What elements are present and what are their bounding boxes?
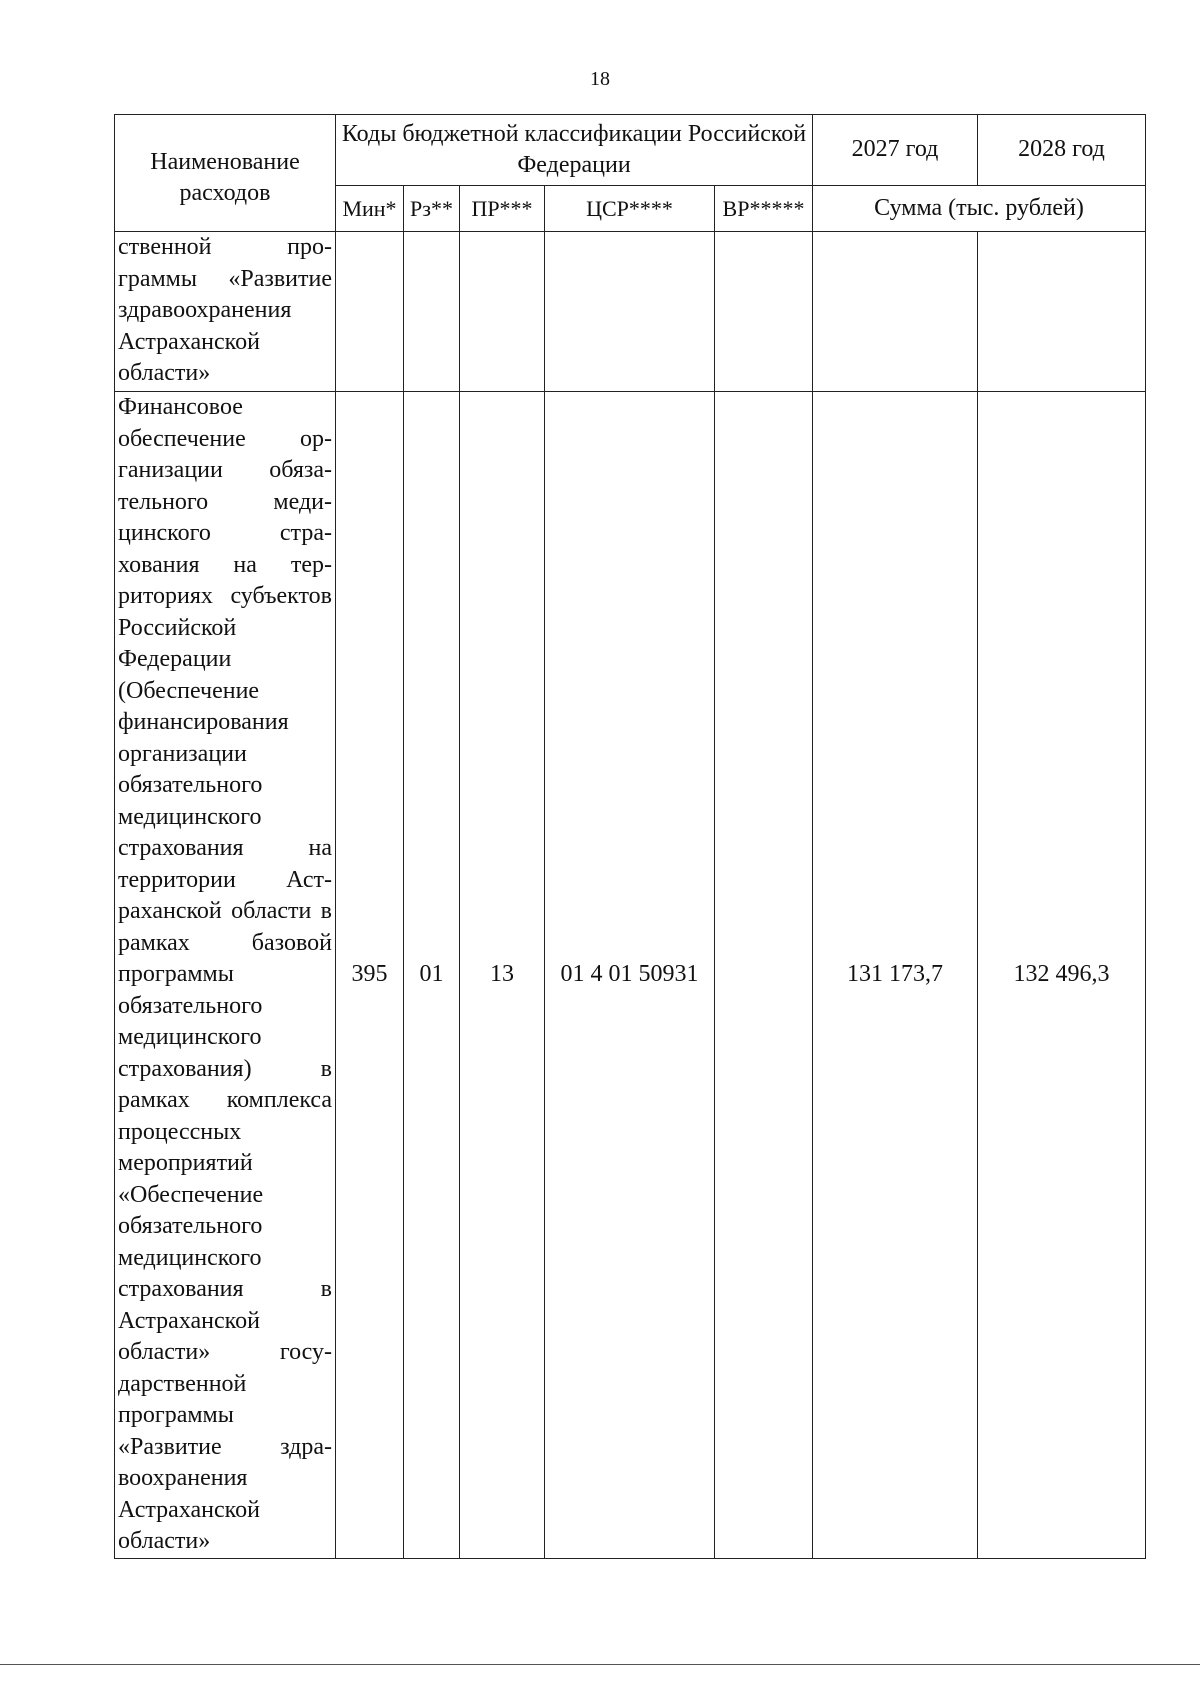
header-csr: ЦСР**** xyxy=(545,186,715,232)
row-rz: 01 xyxy=(404,392,460,1559)
header-pr: ПР*** xyxy=(460,186,545,232)
header-sum: Сумма (тыс. рублей) xyxy=(813,186,1146,232)
row-sum-2027: 131 173,7 xyxy=(813,392,978,1559)
row-min: 395 xyxy=(336,392,404,1559)
row-name: ственной программы «Развитие здравоохранения Астраханской области» xyxy=(115,232,336,392)
row-sum-2028: 132 496,3 xyxy=(978,392,1146,1559)
row-pr xyxy=(460,232,545,392)
page-number: 18 xyxy=(590,68,610,90)
header-name-column: Наименование расходов xyxy=(115,115,336,232)
row-sum-2028 xyxy=(978,232,1146,392)
row-name: Финансовое обеспечение организации обязательного медицинского страхования на территориях субъектов Российской Федерации (Обеспечение финансирования организации обязательного медицинского страхования на территории Астраханской области в рамках базовой программы обязательного медицинского страхования) в рамках комплекса процессных мероприятий «Обеспечение обязательного медицинского страхования в Астраханской области» государственной программы «Развитие здравоохранения Астраханской области» xyxy=(115,392,336,1559)
bottom-rule xyxy=(0,1664,1200,1665)
header-min: Мин* xyxy=(336,186,404,232)
header-vr: ВР***** xyxy=(715,186,813,232)
table-row xyxy=(115,232,1146,392)
header-rz: Рз** xyxy=(404,186,460,232)
row-csr xyxy=(545,232,715,392)
table-row xyxy=(115,392,1146,1559)
row-sum-2027 xyxy=(813,232,978,392)
row-vr xyxy=(715,392,813,1559)
header-year-2027: 2027 год xyxy=(813,115,978,186)
row-csr: 01 4 01 50931 xyxy=(545,392,715,1559)
header-codes-group: Коды бюджетной классификации Российской Федерации xyxy=(336,115,813,186)
header-year-2028: 2028 год xyxy=(978,115,1146,186)
budget-table xyxy=(114,114,1146,1559)
row-min xyxy=(336,232,404,392)
row-vr xyxy=(715,232,813,392)
row-rz xyxy=(404,232,460,392)
row-pr: 13 xyxy=(460,392,545,1559)
